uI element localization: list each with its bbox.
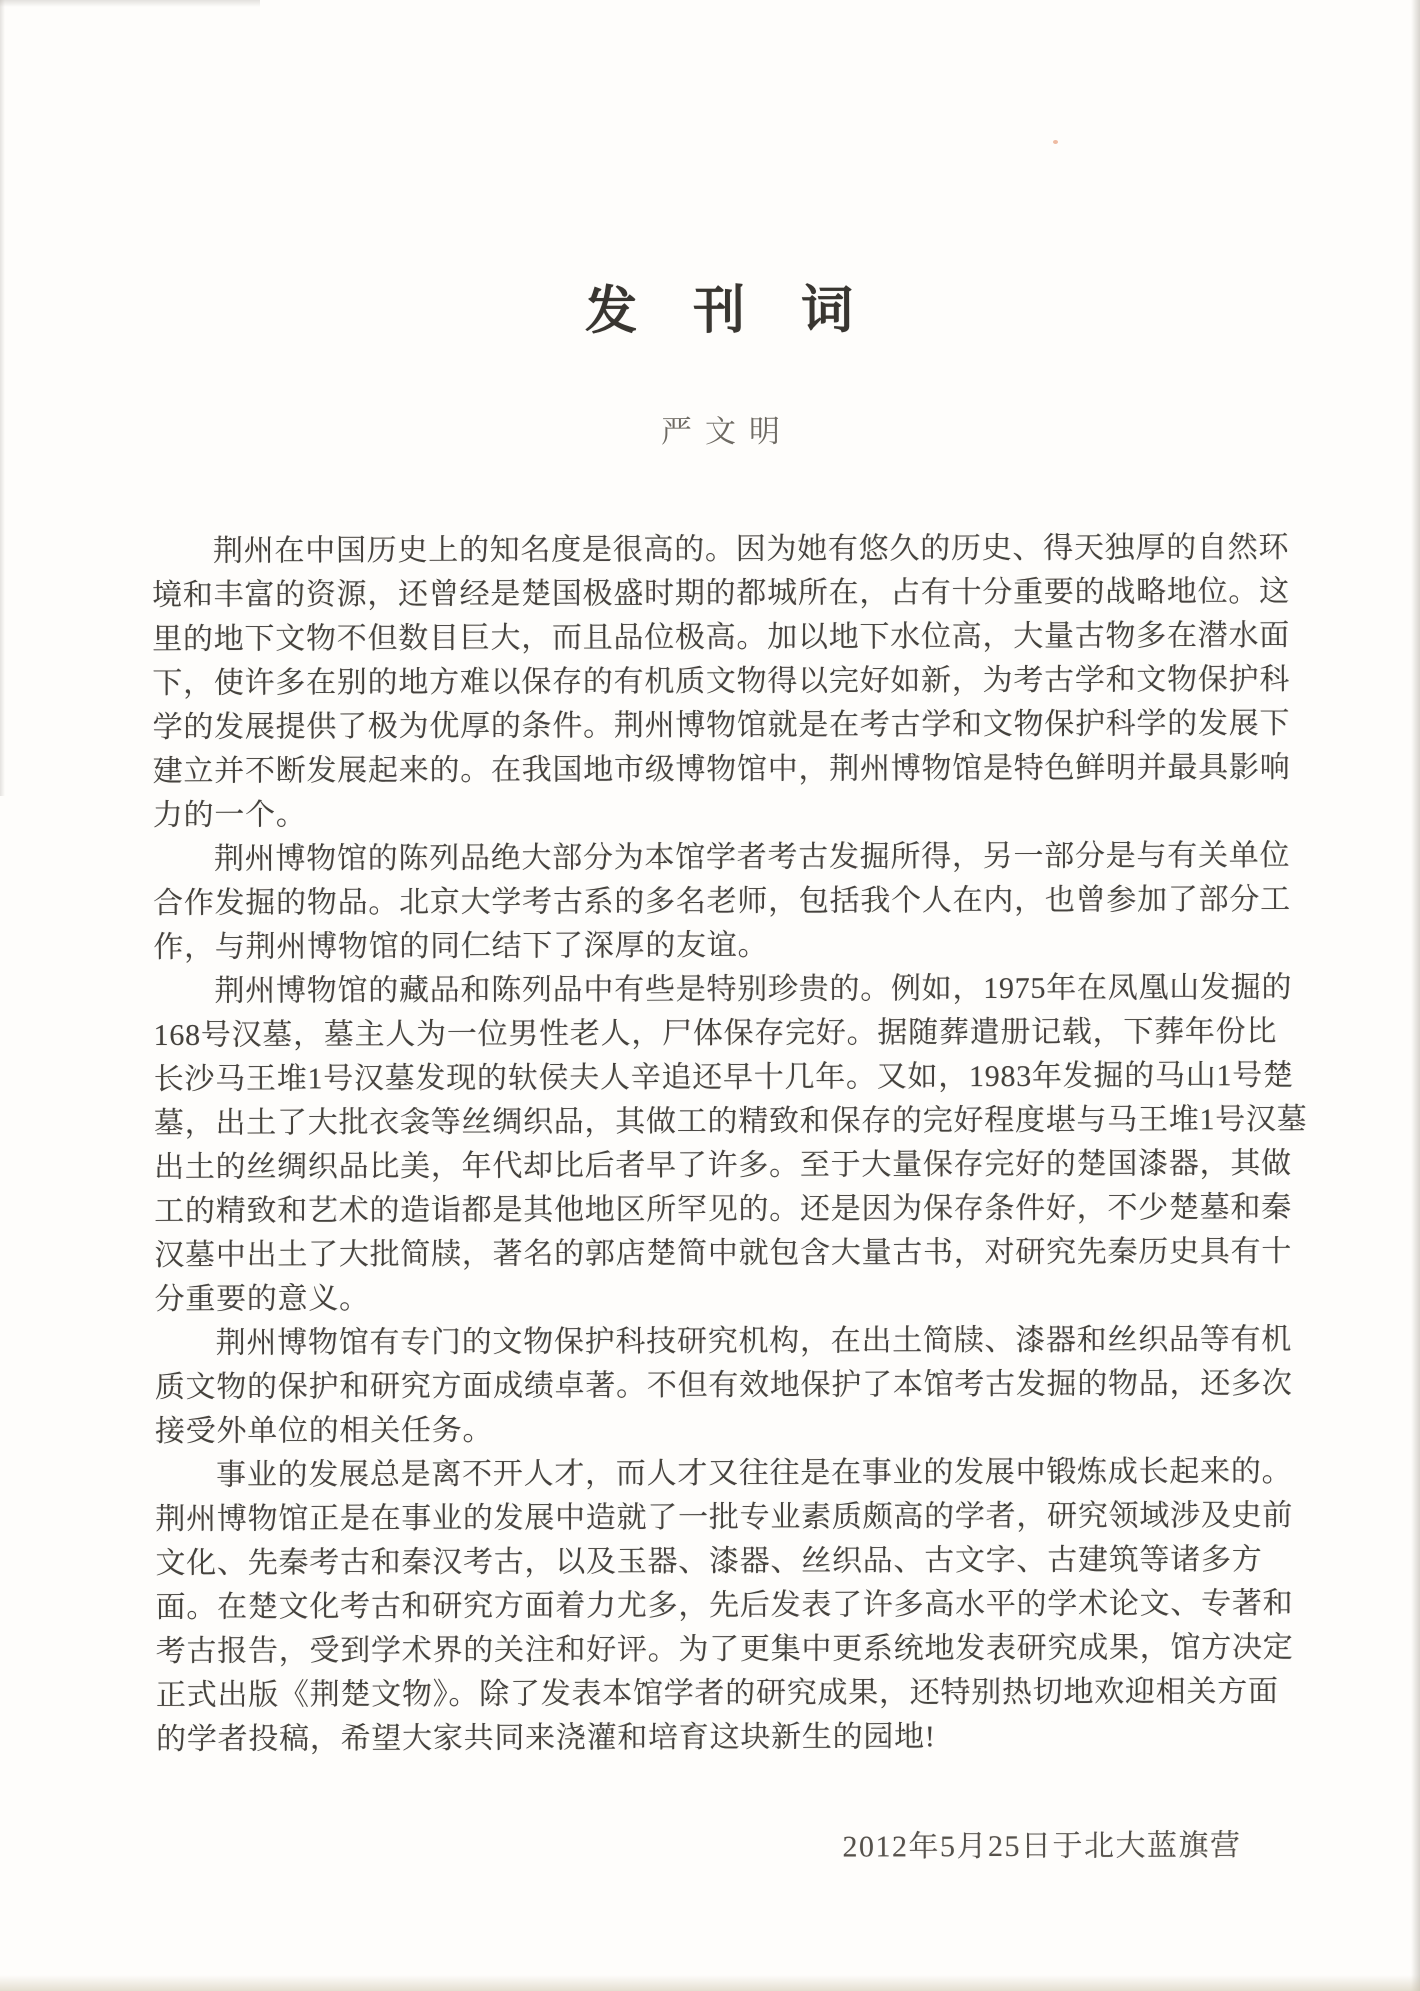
text-line: 力的一个。 — [152, 798, 307, 832]
text-line: 的学者投稿，希望大家共同来浇灌和培育这块新生的园地! — [156, 1720, 936, 1756]
date-line: 2012年5月25日于北大蓝旗营 — [842, 1829, 1242, 1864]
paragraph — [153, 966, 1308, 1322]
text-line: 合作发掘的物品。北京大学考古系的多名老师，包括我个人在内，也曾参加了部分工 — [153, 882, 1291, 920]
text-line: 境和丰富的资源，还曾经是楚国极盛时期的都城所在，占有十分重要的战略地位。这 — [152, 574, 1290, 612]
text-line: 作，与荆州博物馆的同仁结下了深厚的友谊。 — [153, 928, 769, 964]
ink-dot-artifact — [1053, 140, 1058, 144]
author-name: 严文明 — [660, 413, 794, 450]
text-line: 荆州博物馆的藏品和陈列品中有些是特别珍贵的。例如，1975年在凤凰山发掘的 — [214, 970, 1293, 1008]
text-line: 荆州博物馆有专门的文物保护科技研究机构，在出土简牍、漆器和丝织品等有机 — [215, 1322, 1292, 1360]
text-line: 荆州在中国历史上的知名度是很高的。因为她有悠久的历史、得天独厚的自然环 — [212, 530, 1290, 568]
paragraph — [155, 1450, 1296, 1762]
paragraph — [153, 834, 1293, 970]
text-line: 正式出版《荆楚文物》。除了发表本馆学者的研究成果，还特别热切地欢迎相关方面 — [155, 1675, 1279, 1712]
text-line: 荆州博物馆的陈列品绝大部分为本馆学者考古发掘所得，另一部分是与有关单位 — [213, 838, 1291, 876]
text-line: 考古报告，受到学术界的关注和好评。为了更集中更系统地发表研究成果，馆方决定 — [155, 1630, 1294, 1668]
text-line: 学的发展提供了极为优厚的条件。荆州博物馆就是在考古学和文物保护科学的发展下 — [152, 706, 1291, 744]
text-line: 事业的发展总是离不开人才，而人才又往往是在事业的发展中锻炼成长起来的。 — [216, 1454, 1293, 1492]
text-line: 分重要的意义。 — [154, 1282, 370, 1316]
text-line: 168号汉墓，墓主人为一位男性老人，尸体保存完好。据随葬遣册记载，下葬年份比 — [153, 1015, 1278, 1052]
paragraph — [152, 526, 1293, 838]
text-line: 墓，出土了大批衣衾等丝绸织品，其做工的精致和保存的完好程度堪与马王堆1号汉墓 — [153, 1102, 1308, 1140]
paragraph — [155, 1318, 1295, 1454]
text-line: 荆州博物馆正是在事业的发展中造就了一批专业素质颇高的学者，研究领域涉及史前 — [155, 1498, 1294, 1536]
text-line: 建立并不断发展起来的。在我国地市级博物馆中，荆州博物馆是特色鲜明并最具影响 — [152, 750, 1291, 788]
text-line: 接受外单位的相关任务。 — [154, 1413, 494, 1448]
text-line: 长沙马王堆1号汉墓发现的轪侯夫人辛追还早十几年。又如，1983年发掘的马山1号楚 — [153, 1058, 1294, 1096]
text-line: 质文物的保护和研究方面成绩卓著。不但有效地保护了本馆考古发掘的物品，还多次 — [154, 1366, 1293, 1404]
text-line: 里的地下文物不但数目巨大，而且品位极高。加以地下水位高，大量古物多在潜水面 — [152, 618, 1291, 656]
text-line: 汉墓中出土了大批简牍，著名的郭店楚简中就包含大量古书，对研究先秦历史具有十 — [154, 1234, 1293, 1272]
preface-body — [152, 526, 1308, 1762]
page-title: 发 刊 词 — [584, 282, 856, 341]
text-line: 面。在楚文化考古和研究方面着力尤多，先后发表了许多高水平的学术论文、专著和 — [155, 1586, 1294, 1624]
text-line: 出土的丝绸织品比美，年代却比后者早了许多。至于大量保存完好的楚国漆器，其做 — [154, 1146, 1292, 1184]
text-line: 文化、先秦考古和秦汉考古，以及玉器、漆器、丝织品、古文字、古建筑等诸多方 — [155, 1543, 1263, 1580]
text-line: 下，使许多在别的地方难以保存的有机质文物得以完好如新，为考古学和文物保护科 — [152, 662, 1291, 700]
text-line: 工的精致和艺术的造诣都是其他地区所罕见的。还是因为保存条件好，不少楚墓和秦 — [154, 1190, 1293, 1228]
